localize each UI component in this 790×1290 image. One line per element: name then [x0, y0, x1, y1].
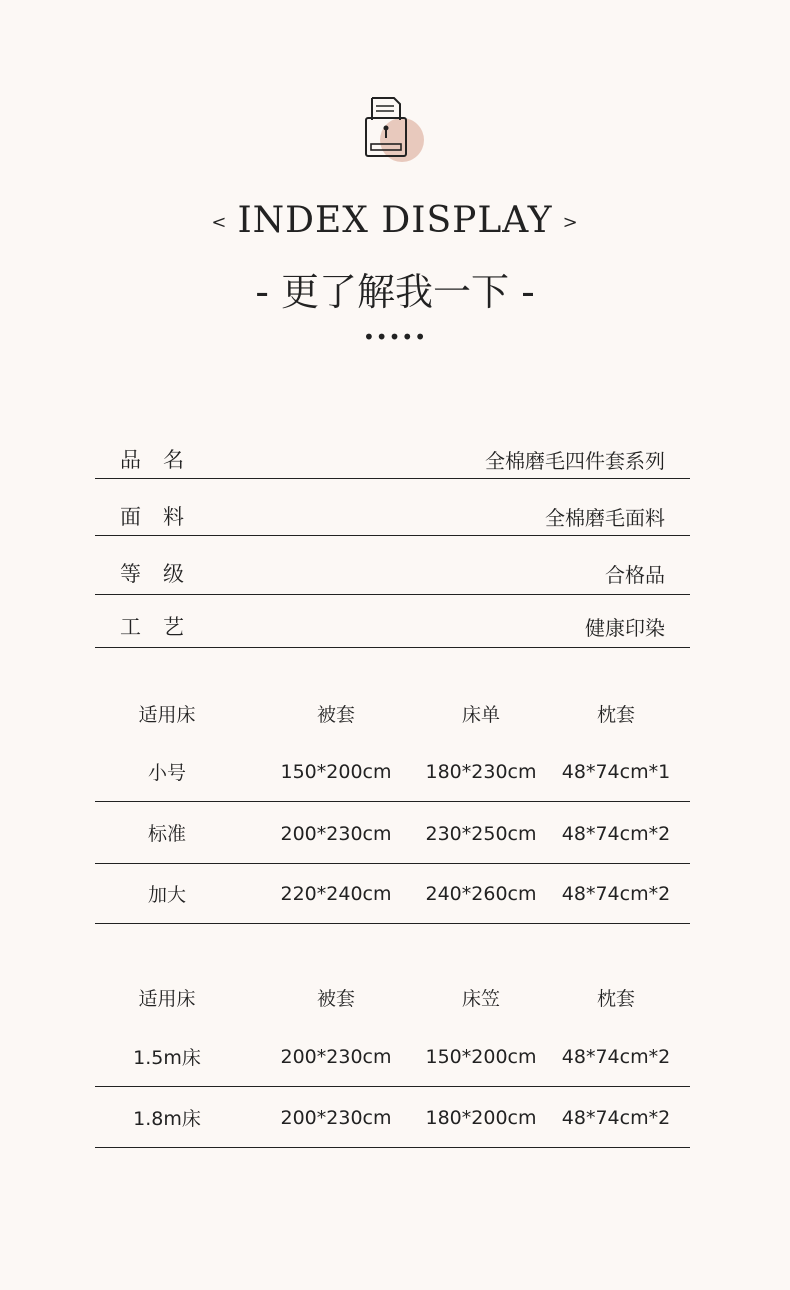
table-cell: 1.5m床 — [133, 1047, 201, 1069]
info-value: 全棉磨毛四件套系列 — [485, 449, 665, 473]
info-row-name — [95, 436, 690, 479]
info-value: 合格品 — [605, 563, 665, 587]
info-label: 面料 — [120, 505, 206, 529]
table-cell: 48*74cm*1 — [561, 761, 671, 783]
table-cell: 230*250cm — [425, 823, 537, 845]
table-header-cell: 适用床 — [138, 988, 196, 1010]
table-header-cell: 枕套 — [596, 704, 635, 726]
title-bracket-left: < — [211, 212, 228, 233]
table-cell: 48*74cm*2 — [561, 823, 671, 845]
table-cell: 加大 — [147, 884, 186, 906]
info-value: 全棉磨毛面料 — [545, 506, 665, 530]
table-cell: 200*230cm — [280, 823, 392, 845]
table-cell: 1.8m床 — [133, 1108, 201, 1130]
table-cell: 48*74cm*2 — [561, 1107, 671, 1129]
table-cell: 200*230cm — [280, 1046, 392, 1068]
table-cell: 180*230cm — [425, 761, 537, 783]
table-header-cell: 被套 — [316, 988, 355, 1010]
table-cell: 180*200cm — [425, 1107, 537, 1129]
decorative-dots: ••••• — [363, 325, 427, 349]
info-label: 等级 — [120, 562, 206, 586]
title-bracket-right: > — [562, 212, 579, 233]
table-cell: 240*260cm — [425, 883, 537, 905]
table1-header-row — [95, 700, 690, 734]
document-folder-icon — [358, 92, 430, 164]
table-row — [95, 863, 690, 924]
table-header-cell: 床笠 — [461, 988, 500, 1010]
info-row-craft — [95, 594, 690, 648]
info-row-grade — [95, 535, 690, 595]
table-header-cell: 适用床 — [138, 704, 196, 726]
title-en-text: INDEX DISPLAY — [237, 200, 553, 241]
table-cell: 标准 — [147, 823, 186, 845]
table-cell: 150*200cm — [425, 1046, 537, 1068]
table-header-cell: 床单 — [461, 704, 500, 726]
table-row — [95, 801, 690, 864]
table-row — [95, 1024, 690, 1087]
title-cn: - 更了解我一下 - — [255, 270, 535, 314]
title-en — [0, 196, 790, 248]
table-cell: 150*200cm — [280, 761, 392, 783]
table2-header-row — [95, 984, 690, 1018]
table-cell: 小号 — [147, 762, 186, 784]
table-cell: 200*230cm — [280, 1107, 392, 1129]
table-cell: 48*74cm*2 — [561, 883, 671, 905]
table-cell: 48*74cm*2 — [561, 1046, 671, 1068]
info-value: 健康印染 — [585, 616, 665, 640]
table-row — [95, 740, 690, 802]
table-header-cell: 被套 — [316, 704, 355, 726]
table-header-cell: 枕套 — [596, 988, 635, 1010]
info-label: 品名 — [120, 448, 206, 472]
table-cell: 220*240cm — [280, 883, 392, 905]
info-label: 工艺 — [120, 615, 206, 639]
table-row — [95, 1086, 690, 1148]
info-row-fabric — [95, 478, 690, 536]
